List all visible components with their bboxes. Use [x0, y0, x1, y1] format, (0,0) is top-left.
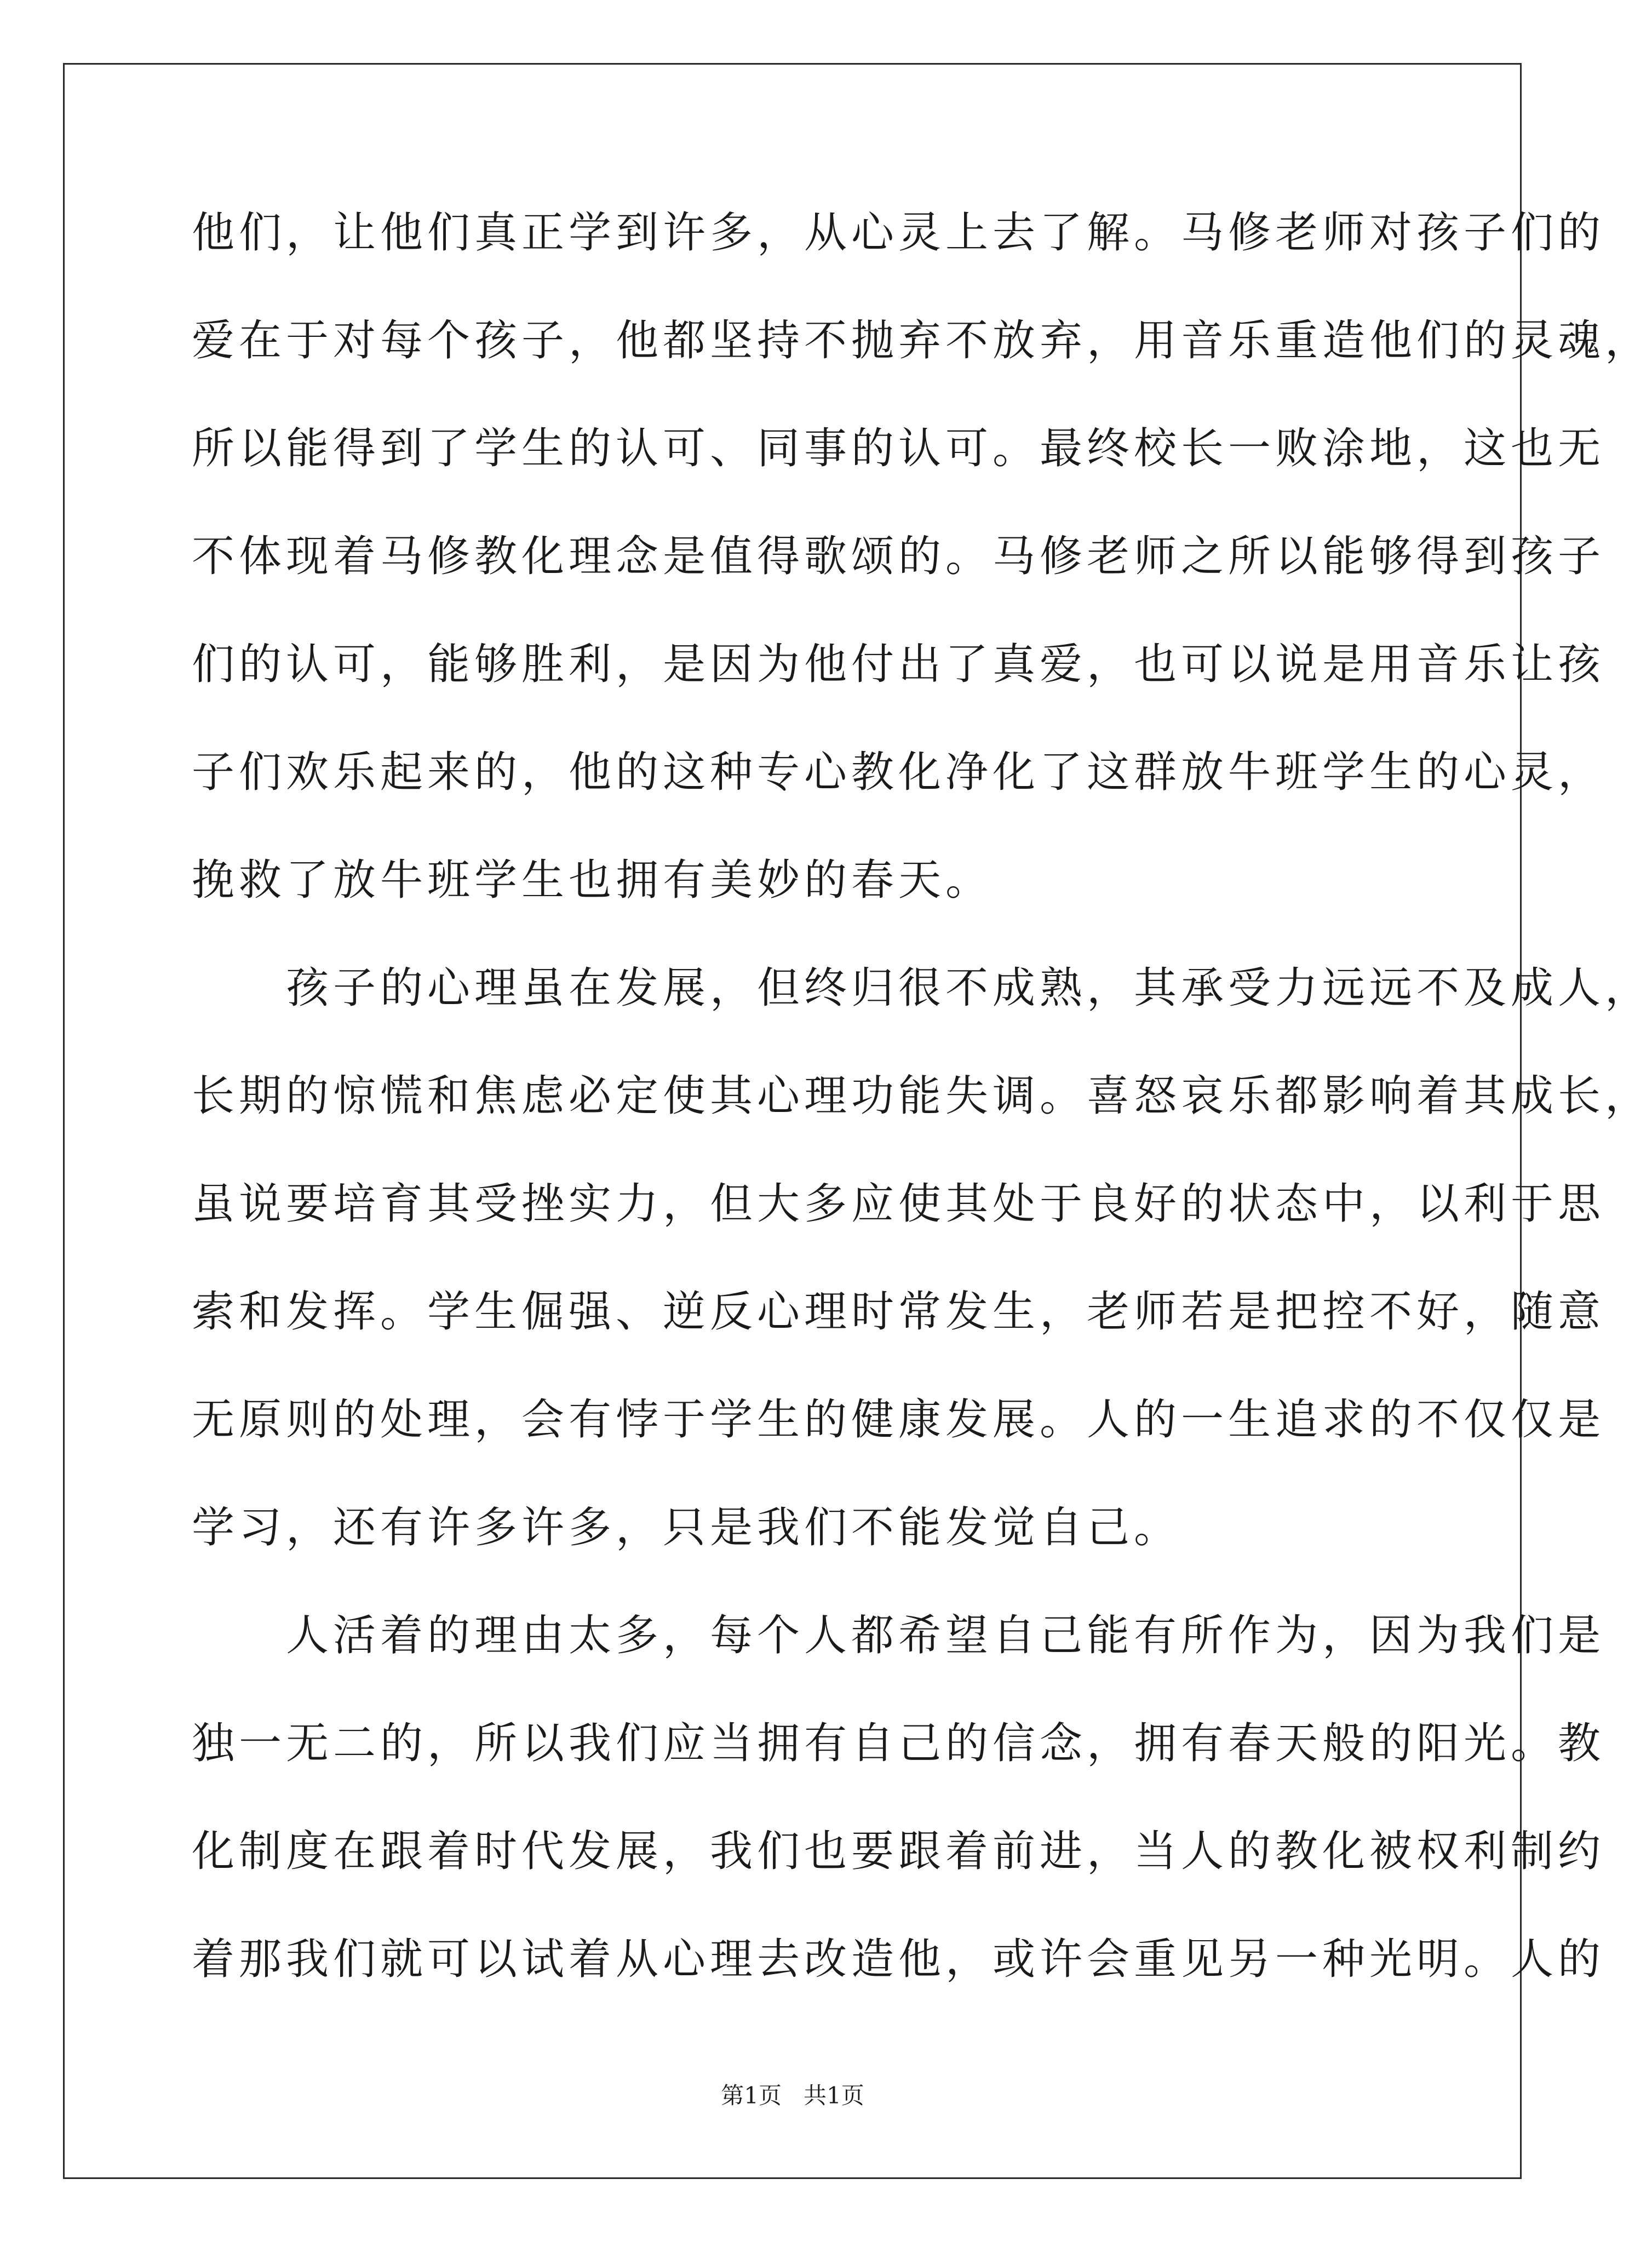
text-line: 不体现着马修教化理念是值得歌颂的。马修老师之所以能够得到孩子 — [192, 532, 1605, 581]
text-line: 他们，让他们真正学到许多，从心灵上去了解。马修老师对孩子们的 — [192, 208, 1605, 257]
text-line: 虽说要培育其受挫实力，但大多应使其处于良好的状态中，以利于思 — [192, 1179, 1605, 1229]
text-line: 长期的惊慌和焦虑必定使其心理功能失调。喜怒哀乐都影响着其成长， — [192, 1071, 1652, 1121]
document-body — [192, 200, 1652, 2034]
text-line: 挽救了放牛班学生也拥有美妙的春天。 — [192, 856, 993, 905]
text-line: 们的认可，能够胜利，是因为他付出了真爱，也可以说是用音乐让孩 — [192, 640, 1605, 689]
text-line: 化制度在跟着时代发展，我们也要跟着前进，当人的教化被权利制约 — [192, 1827, 1605, 1876]
text-line: 爱在于对每个孩子，他都坚持不抛弃不放弃，用音乐重造他们的灵魂， — [192, 316, 1652, 365]
text-line: 无原则的处理，会有悖于学生的健康发展。人的一生追求的不仅仅是 — [192, 1395, 1605, 1444]
text-line: 学习，还有许多许多，只是我们不能发觉自己。 — [192, 1503, 1181, 1552]
paragraph-start-line: 孩子的心理虽在发展，但终归很不成熟，其承受力远远不及成人， — [192, 964, 1652, 1013]
text-line: 着那我们就可以试着从心理去改造他，或许会重见另一种光明。人的 — [192, 1935, 1605, 1984]
text-line: 子们欢乐起来的，他的这种专心教化净化了这群放牛班学生的心灵， — [192, 748, 1605, 797]
text-line: 所以能得到了学生的认可、同事的认可。最终校长一败涂地，这也无 — [192, 424, 1605, 473]
text-line: 独一无二的，所以我们应当拥有自己的信念，拥有春天般的阳光。教 — [192, 1719, 1605, 1768]
page-number-footer: 第1页 共1页 — [721, 2082, 864, 2109]
paragraph-start-line: 人活着的理由太多，每个人都希望自己能有所作为，因为我们是 — [192, 1611, 1605, 1660]
text-line: 索和发挥。学生倔强、逆反心理时常发生，老师若是把控不好，随意 — [192, 1287, 1605, 1337]
